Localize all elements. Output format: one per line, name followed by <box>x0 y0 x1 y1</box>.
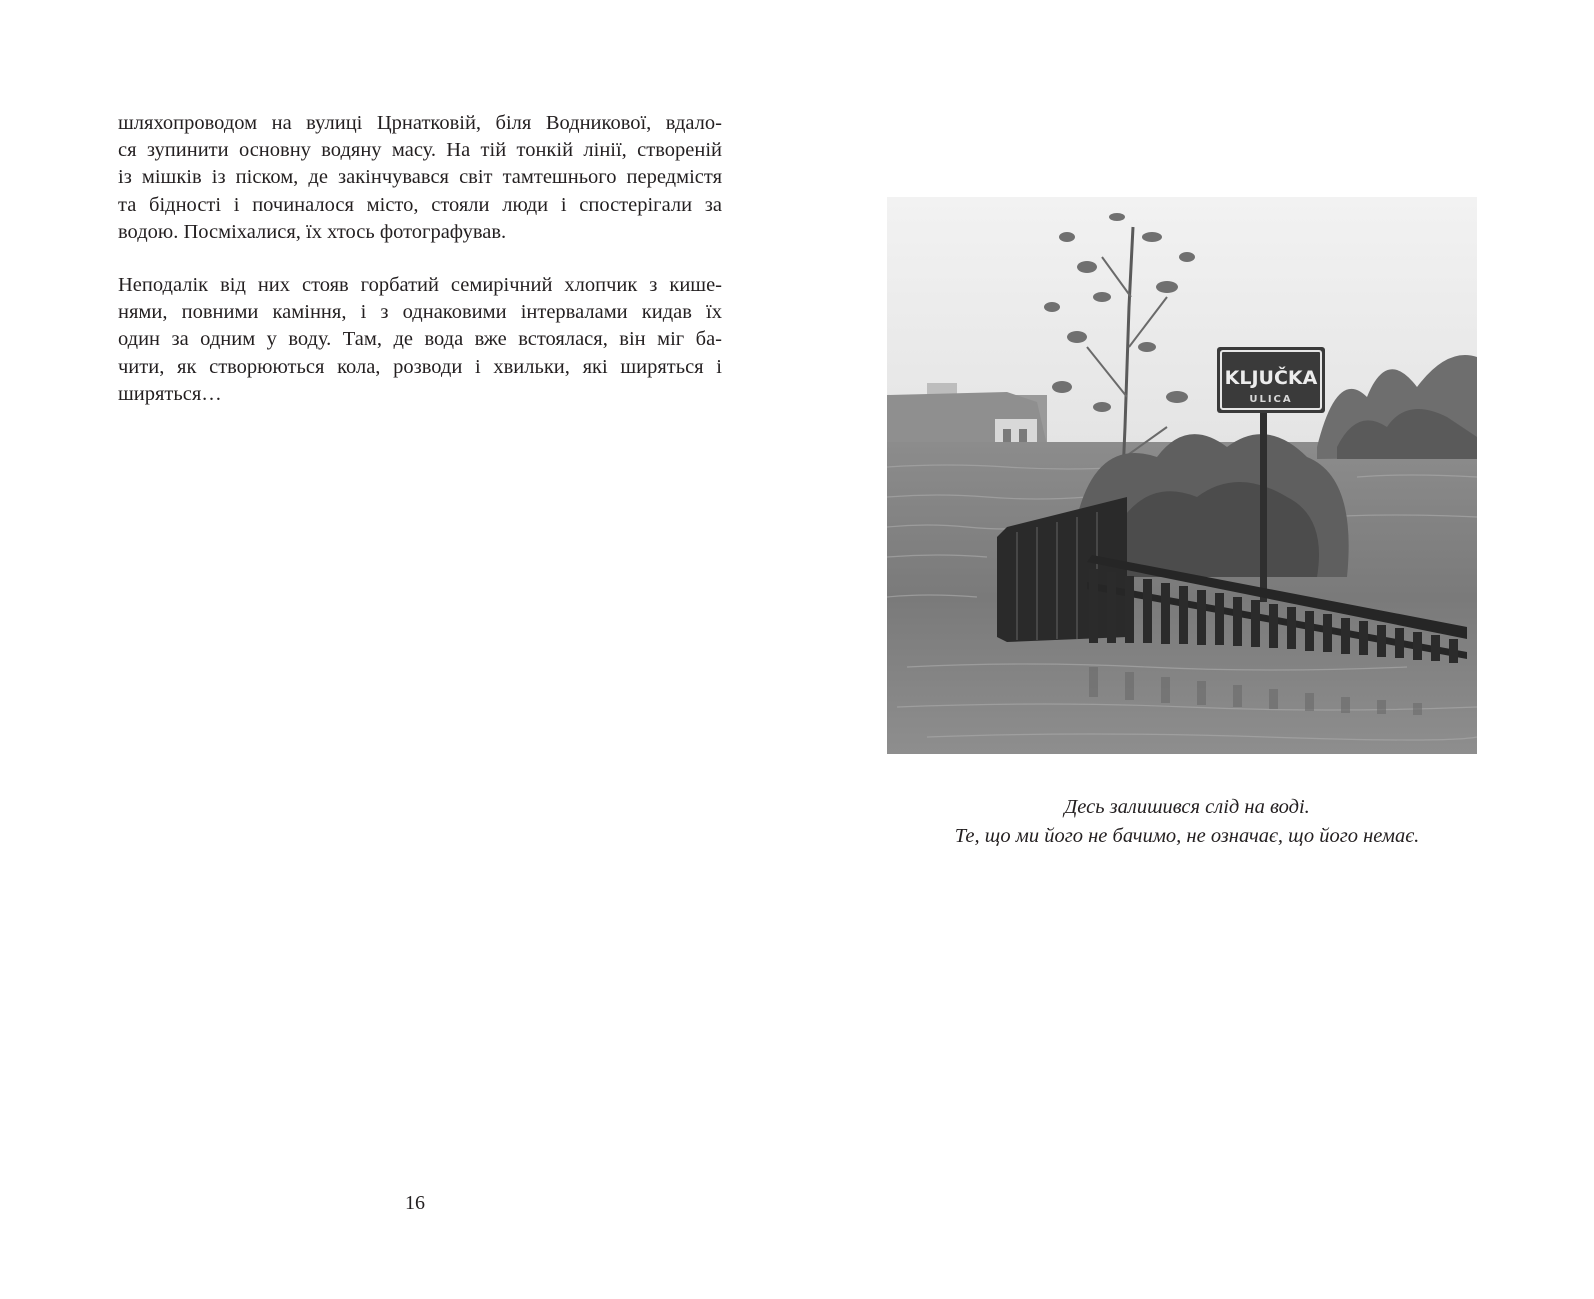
text-line: ся зупинити основну водяну масу. На тій тонкій лінії, створеній <box>118 139 722 162</box>
photo-caption <box>837 793 1537 851</box>
paragraph-1 <box>118 110 722 246</box>
sign-subtitle: ULICA <box>1249 394 1293 405</box>
caption-line-1: Десь залишився слід на воді. <box>1064 796 1310 818</box>
text-line: нями, повними каміння, і з однаковими інтервалами кидав їх <box>118 301 722 324</box>
text-line: та бідності і починалося місто, стояли люди і спостерігали за <box>118 193 722 216</box>
body-text <box>118 110 722 434</box>
sign-title: KLJUČKA <box>1224 367 1318 389</box>
text-line: шляхопроводом на вулиці Црнатковій, біля Водникової, вдало- <box>118 112 722 134</box>
paragraph-2 <box>118 272 722 408</box>
text-line: чити, як створюються кола, розводи і хвильки, які ширяться і <box>118 355 722 378</box>
flood-photo <box>887 197 1477 754</box>
text-line: із мішків із піском, де закінчувався світ тамтешнього передмістя <box>118 166 722 189</box>
caption-line-2: Те, що ми його не бачимо, не означає, що його немає. <box>954 825 1420 847</box>
page-number: 16 <box>405 1192 425 1214</box>
text-line: ширяться… <box>118 382 222 405</box>
text-line: водою. Посміхалися, їх хтось фотографував. <box>118 220 507 243</box>
right-page <box>797 0 1594 1299</box>
text-line: Неподалік від них стояв горбатий семирічний хлопчик з кише- <box>118 274 722 297</box>
text-line: один за одним у воду. Там, де вода вже встоялася, він міг ба- <box>118 328 722 351</box>
